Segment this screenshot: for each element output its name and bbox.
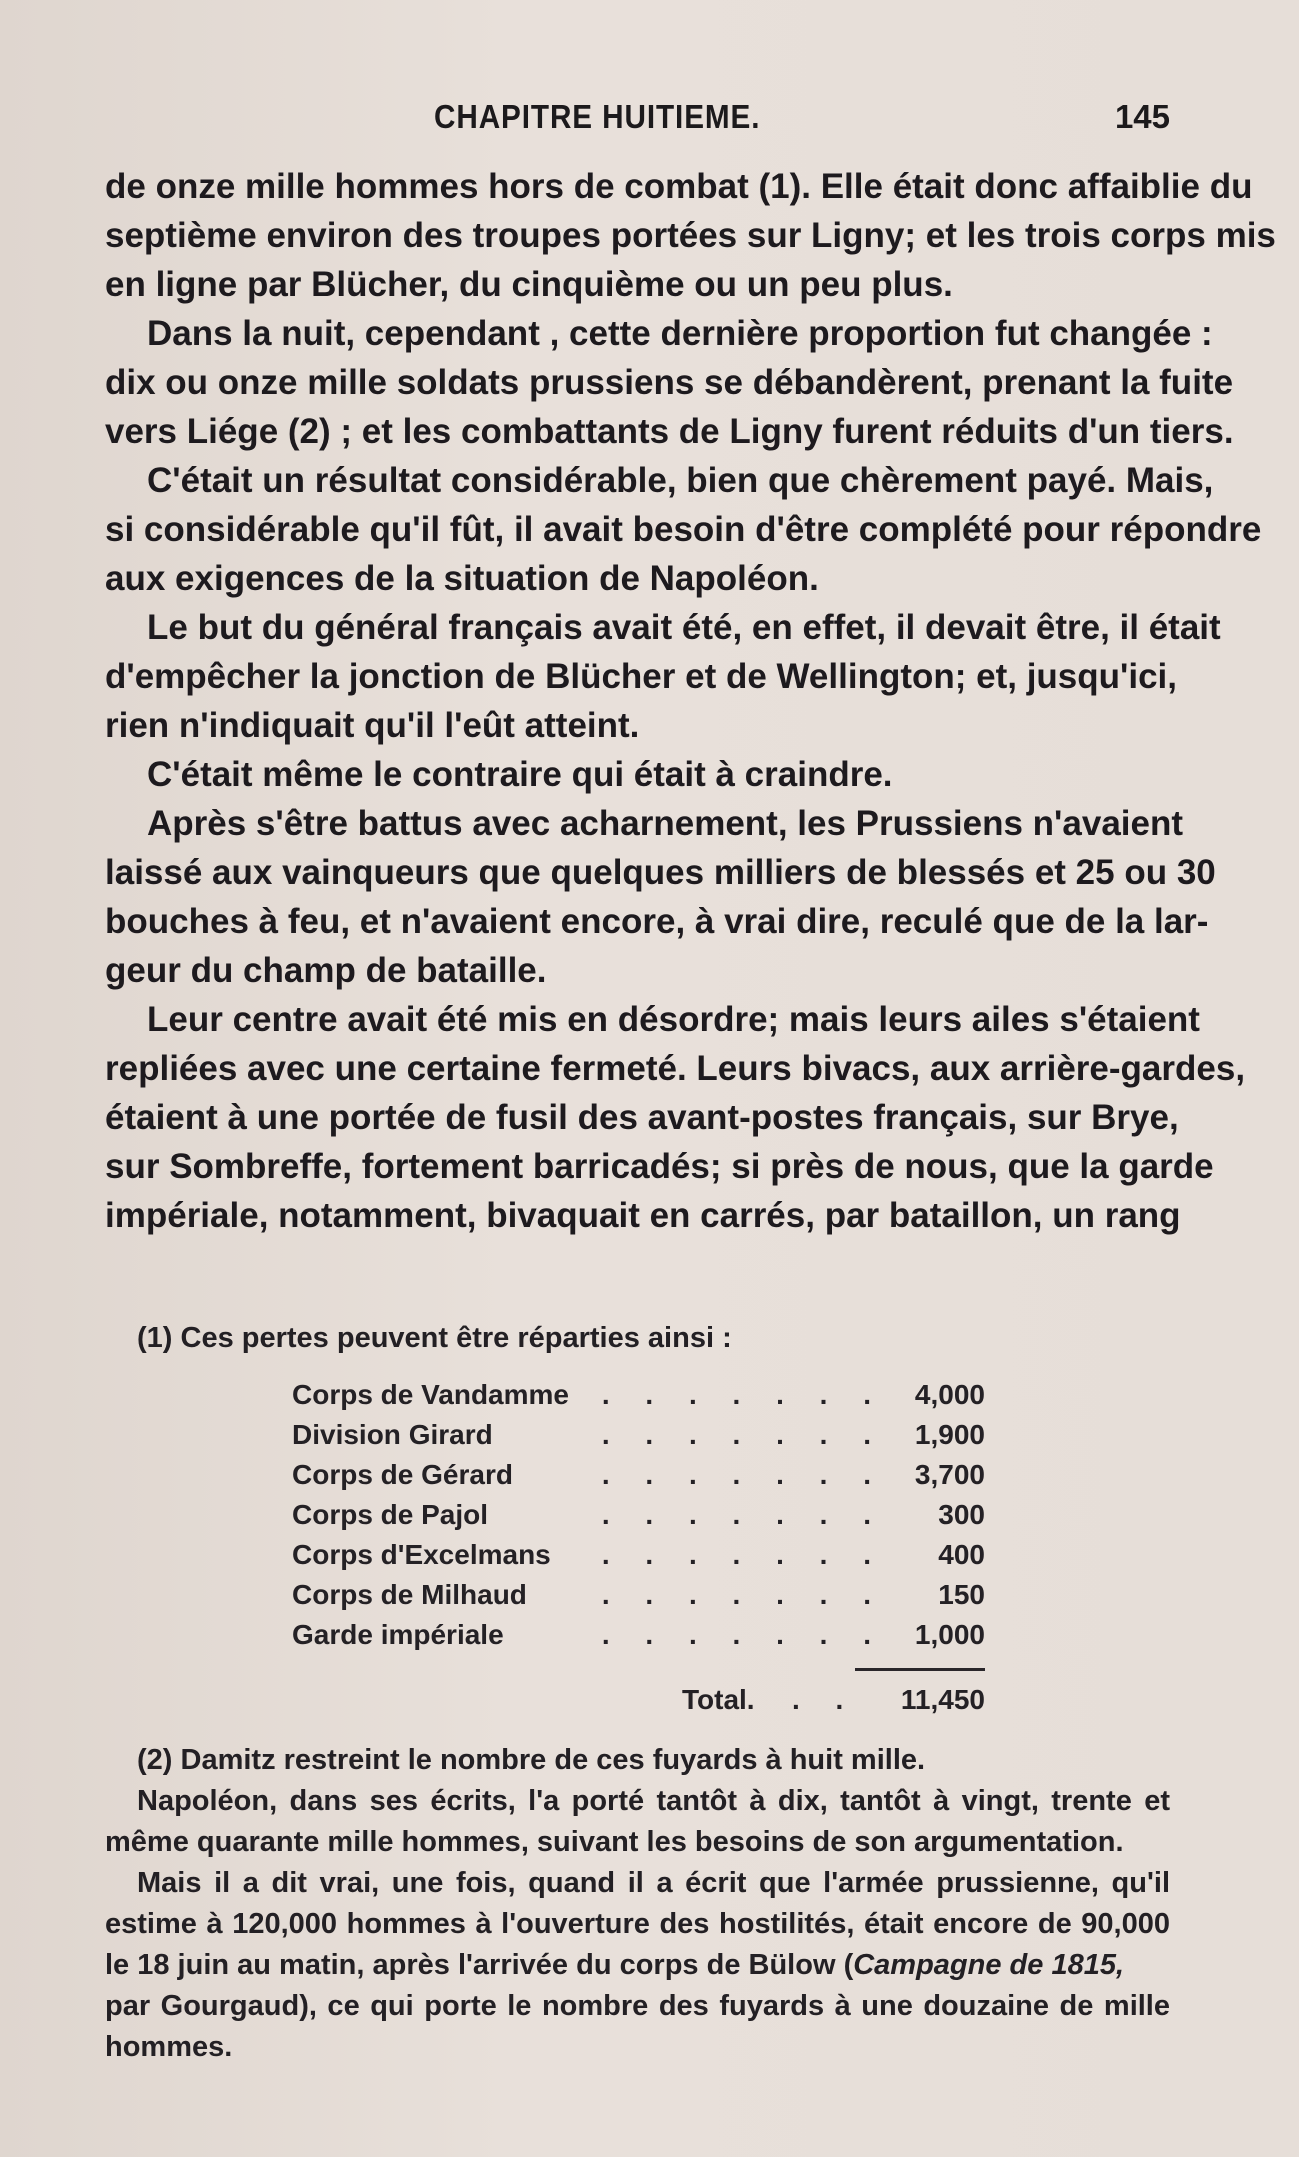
footnote-line: estime à 120,000 hommes à l'ouverture des hostilités, était encore de 90,000 — [105, 1908, 1170, 1940]
footnote-2 — [105, 1740, 1170, 2068]
text-line: d'empêcher la jonction de Blücher et de Wellington; et, jusqu'ici, — [105, 657, 1177, 696]
footnote-line: Mais il a dit vrai, une fois, quand il a écrit que l'armée prussienne, qu'il — [137, 1867, 1170, 1899]
book-title-italic: Campagne de 1815, — [853, 1949, 1125, 1981]
footnote-line: (2) Damitz restreint le nombre de ces fuyards à huit mille. — [137, 1744, 926, 1776]
text-line: dix ou onze mille soldats prussiens se débandèrent, prenant la fuite — [105, 363, 1234, 402]
losses-table — [292, 1375, 985, 1655]
text-line: Le but du général français avait été, en effet, il devait être, il était — [147, 608, 1221, 647]
text-line: C'était un résultat considérable, bien que chèrement payé. Mais, — [147, 461, 1214, 500]
loss-row — [292, 1455, 985, 1495]
dot-leader: . . . . . . . — [601, 1539, 885, 1570]
running-header — [105, 98, 1170, 148]
text-line: en ligne par Blücher, du cinquième ou un peu plus. — [105, 265, 953, 304]
dot-leader: . . . . . . . — [601, 1419, 885, 1450]
loss-value: 1,900 — [914, 1419, 985, 1450]
text-line: vers Liége (2) ; et les combattants de Ligny furent réduits d'un tiers. — [105, 412, 1234, 451]
footnote-line-text: le 18 juin au matin, après l'arrivée du corps de Bülow ( — [105, 1949, 854, 1981]
loss-label: Corps de Vandamme — [292, 1379, 569, 1410]
text-line: repliées avec une certaine fermeté. Leurs bivacs, aux arrière-gardes, — [105, 1049, 1246, 1088]
loss-row — [292, 1535, 985, 1575]
loss-label: Corps de Gérard — [292, 1459, 513, 1490]
loss-row — [292, 1575, 985, 1615]
chapter-title: CHAPITRE HUITIEME. — [434, 98, 761, 135]
dot-leader: . . . . . . . — [601, 1579, 885, 1610]
main-text — [105, 162, 1276, 1240]
loss-label: Corps de Pajol — [292, 1499, 489, 1530]
loss-row — [292, 1415, 985, 1455]
loss-value: 150 — [938, 1579, 985, 1610]
total-value: 11,450 — [900, 1684, 985, 1715]
text-line: sur Sombreffe, fortement barricadés; si près de nous, que la garde — [105, 1147, 1214, 1186]
footnote-1-intro-line: (1) Ces pertes peuvent être réparties ainsi : — [137, 1322, 732, 1354]
footnote-line: par Gourgaud), ce qui porte le nombre des fuyards à une douzaine de mille — [105, 1990, 1170, 2022]
total-row — [292, 1678, 985, 1722]
text-line: étaient à une portée de fusil des avant-postes français, sur Brye, — [105, 1098, 1179, 1137]
loss-row — [292, 1495, 985, 1535]
loss-value: 1,000 — [914, 1619, 985, 1650]
text-line: bouches à feu, et n'avaient encore, à vrai dire, reculé que de la lar- — [105, 902, 1209, 941]
text-line: Après s'être battus avec acharnement, les Prussiens n'avaient — [147, 804, 1184, 843]
text-line: si considérable qu'il fût, il avait besoin d'être complété pour répondre — [105, 510, 1262, 549]
loss-value: 300 — [938, 1499, 985, 1530]
text-line: septième environ des troupes portées sur Ligny; et les trois corps mis — [105, 216, 1276, 255]
loss-value: 3,700 — [914, 1459, 985, 1490]
footnote-1-intro — [105, 1318, 1170, 1358]
text-line: Dans la nuit, cependant , cette dernière proportion fut changée : — [147, 314, 1213, 353]
total-leader: . . — [792, 1684, 858, 1715]
loss-label: Division Girard — [292, 1419, 493, 1450]
loss-row — [292, 1615, 985, 1655]
page-number: 145 — [1114, 98, 1170, 135]
footnote-line: Napoléon, dans ses écrits, l'a porté tantôt à dix, tantôt à vingt, trente et — [137, 1785, 1170, 1817]
footnote-line — [105, 1945, 1170, 1986]
text-line: aux exigences de la situation de Napoléon. — [105, 559, 819, 598]
loss-value: 400 — [938, 1539, 985, 1570]
total-label: Total. — [682, 1684, 755, 1715]
text-line: de onze mille hommes hors de combat (1). Elle était donc affaiblie du — [105, 167, 1253, 206]
text-line: Leur centre avait été mis en désordre; mais leurs ailes s'étaient — [147, 1000, 1200, 1039]
text-line: impériale, notamment, bivaquait en carrés, par bataillon, un rang — [105, 1196, 1181, 1235]
dot-leader: . . . . . . . — [601, 1379, 885, 1410]
loss-label: Garde impériale — [292, 1619, 504, 1650]
loss-row — [292, 1375, 985, 1415]
dot-leader: . . . . . . . — [601, 1619, 885, 1650]
text-line: C'était même le contraire qui était à craindre. — [147, 755, 893, 794]
dot-leader: . . . . . . . — [601, 1459, 885, 1490]
text-line: rien n'indiquait qu'il l'eût atteint. — [105, 706, 640, 745]
text-line: geur du champ de bataille. — [105, 951, 547, 990]
total-rule — [855, 1668, 985, 1671]
dot-leader: . . . . . . . — [601, 1499, 885, 1530]
footnote-line: hommes. — [105, 2031, 233, 2063]
text-line: laissé aux vainqueurs que quelques milliers de blessés et 25 ou 30 — [105, 853, 1216, 892]
footnote-line: même quarante mille hommes, suivant les besoins de son argumentation. — [105, 1826, 1124, 1858]
loss-label: Corps de Milhaud — [292, 1579, 527, 1610]
loss-label: Corps d'Excelmans — [292, 1539, 551, 1570]
loss-value: 4,000 — [914, 1379, 985, 1410]
